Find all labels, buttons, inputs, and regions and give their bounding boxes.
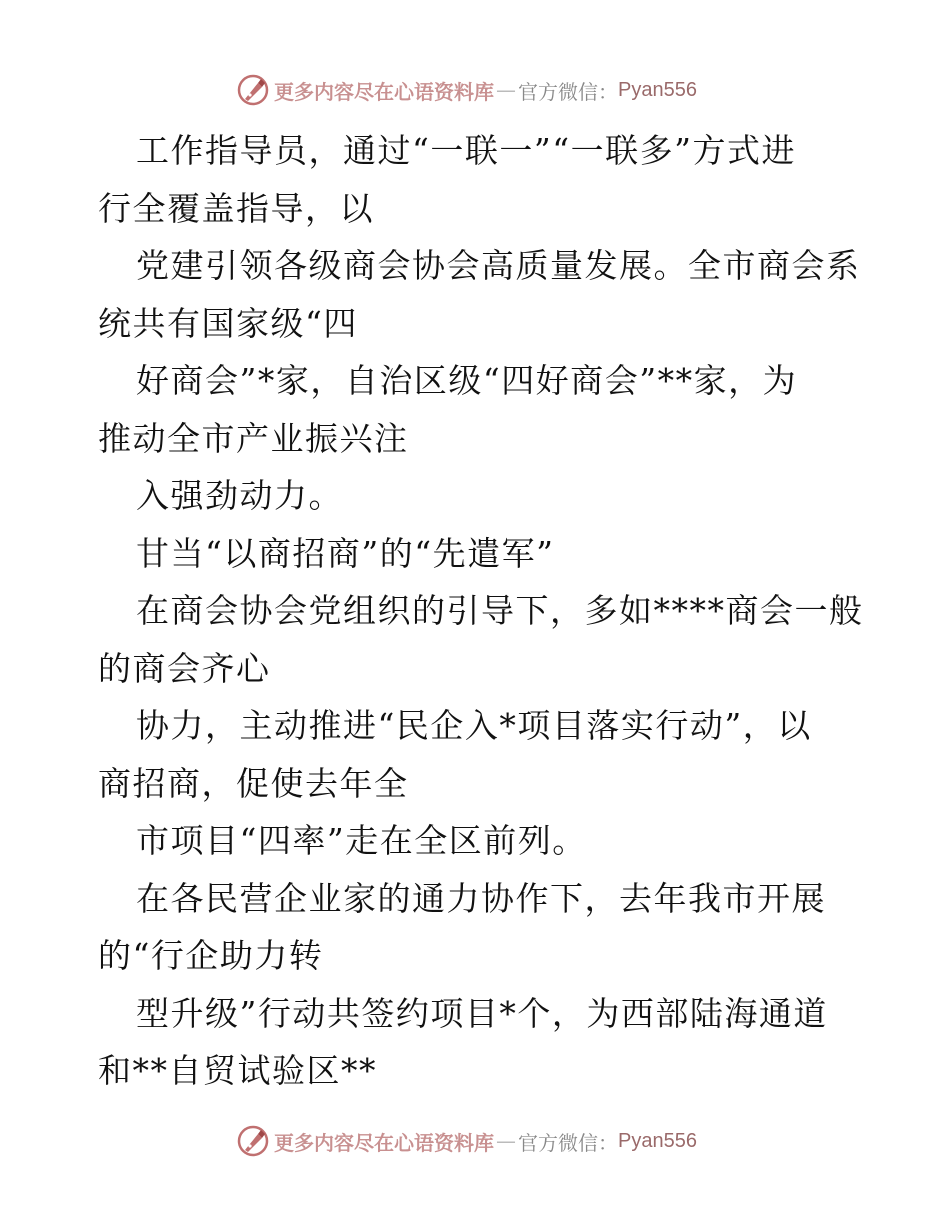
watermark-wechat-id: Pyan556 [618,78,697,101]
body-line: 商招商，促使去年全 [98,763,409,803]
body-line: 市项目“四率”走在全区前列。 [136,821,587,860]
body-line: 和**自贸试验区** [98,1051,377,1090]
body-line: 的“行企助力转 [98,936,324,975]
watermark-separator: — [496,1129,516,1153]
body-line: 工作指导员，通过“一联一”“一联多”方式进 [136,131,796,170]
section-heading: 甘当“以商招商”的“先遣军” [136,533,555,573]
body-line: 党建引领各级商会协会高质量发展。全市商会系 [136,246,861,285]
watermark-wechat-id: Pyan556 [618,1129,697,1152]
body-line: 行全覆盖指导，以 [98,188,374,228]
watermark-brand-text: 更多内容尽在心语资料库 [274,79,494,104]
watermark-brand-text: 更多内容尽在心语资料库 [274,1130,494,1155]
watermark-label: 官方微信： [518,1130,618,1155]
document-body [98,122,864,1100]
body-line: 入强劲动力。 [136,476,343,515]
header-watermark [236,72,697,108]
watermark-separator: — [496,78,516,102]
body-line: 好商会”*家，自治区级“四好商会”**家，为 [136,361,798,400]
body-line: 协力，主动推进“民企入*项目落实行动”，以 [136,706,812,745]
pen-nib-logo-icon [236,73,270,107]
footer-watermark [236,1123,697,1159]
body-line: 推动全市产业振兴注 [98,418,409,458]
body-line: 在商会协会党组织的引导下，多如****商会一般 [136,591,864,630]
pen-nib-logo-icon [236,1124,270,1158]
body-line: 的商会齐心 [98,648,271,688]
body-line: 统共有国家级“四 [98,303,358,343]
watermark-label: 官方微信： [518,79,618,104]
body-line: 在各民营企业家的通力协作下，去年我市开展 [136,878,826,918]
body-line: 型升级”行动共签约项目*个，为西部陆海通道 [136,993,828,1033]
